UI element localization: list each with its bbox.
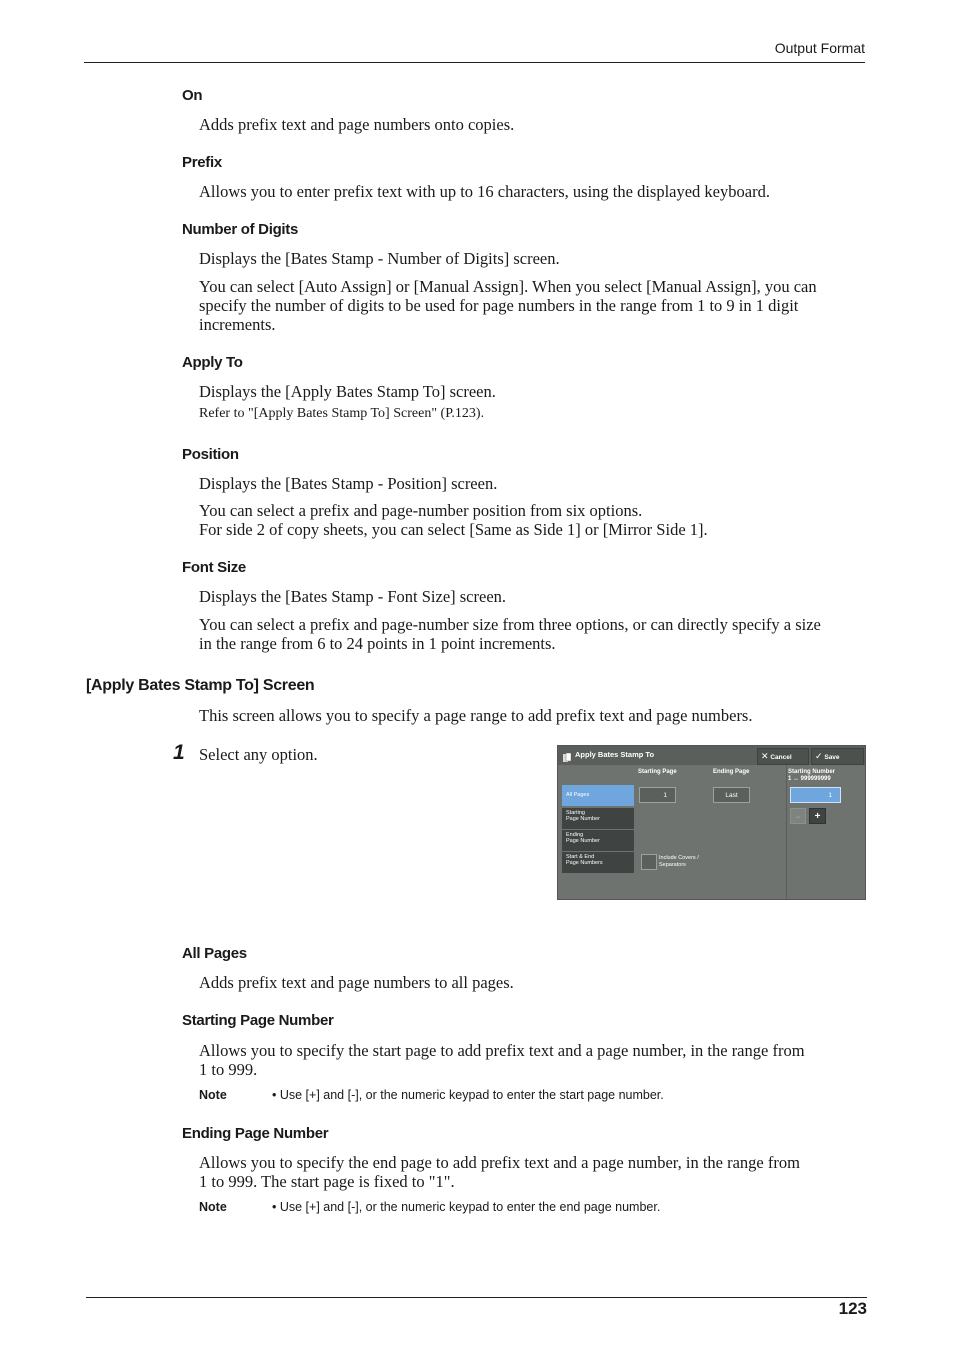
column-starting-page: Starting Page <box>638 769 677 775</box>
step-text: Select any option. <box>199 745 318 764</box>
side-label: All Pages <box>566 792 590 798</box>
check-icon: ✓ <box>815 751 823 761</box>
minus-button[interactable]: − <box>790 808 806 824</box>
side-label-2: Page Numbers <box>566 860 603 866</box>
digits-p1: Displays the [Bates Stamp - Number of Digits] screen. <box>199 249 560 268</box>
font-p1: Displays the [Bates Stamp - Font Size] screen. <box>199 587 507 606</box>
digits-p2-line3: increments. <box>199 315 276 334</box>
heading-starting-page-number: Starting Page Number <box>182 1012 334 1029</box>
heading-font-size: Font Size <box>182 559 246 576</box>
ending-note: • Use [+] and [-], or the numeric keypad to enter the end page number. <box>272 1200 661 1214</box>
starting-page-field[interactable]: 1 <box>639 787 676 803</box>
starting-note-label: Note <box>199 1088 227 1102</box>
sidebar-item-ending-page-number[interactable] <box>562 830 634 851</box>
footer-rule <box>86 1297 867 1298</box>
panel-separator <box>786 765 787 899</box>
font-p2-line2: in the range from 6 to 24 points in 1 point increments. <box>199 634 556 653</box>
copy-icon <box>563 750 571 760</box>
side-label-2: Page Number <box>566 838 600 844</box>
ending-page-field[interactable]: Last <box>713 787 750 803</box>
step-number: 1 <box>173 741 185 764</box>
ending-p1-line2: 1 to 999. The start page is fixed to "1". <box>199 1172 455 1191</box>
column-starting-number: Starting Number <box>788 769 836 775</box>
include-covers-checkbox[interactable] <box>641 854 657 870</box>
position-p2-line2: For side 2 of copy sheets, you can select [Same as Side 1] or [Mirror Side 1]. <box>199 520 708 539</box>
position-p1: Displays the [Bates Stamp - Position] screen. <box>199 474 498 493</box>
prefix-description: Allows you to enter prefix text with up to 16 characters, using the displayed keyboard. <box>199 182 770 201</box>
sidebar-item-start-end-page-numbers[interactable] <box>562 852 634 873</box>
include-covers-label-2: Separators <box>659 862 686 868</box>
heading-all-pages: All Pages <box>182 945 247 962</box>
position-p2-line1: You can select a prefix and page-number position from six options. <box>199 501 643 520</box>
page-number: 123 <box>838 1299 867 1318</box>
header-rule <box>84 62 865 63</box>
font-p2-line1: You can select a prefix and page-number size from three options, or can directly specify a size <box>199 615 821 634</box>
heading-ending-page-number: Ending Page Number <box>182 1125 329 1142</box>
close-icon: ✕ <box>761 751 769 761</box>
column-ending-page: Ending Page <box>713 769 750 775</box>
digits-p2-line2: specify the number of digits to be used for page numbers in the range from 1 to 9 in 1 digit <box>199 296 799 315</box>
heading-apply-to: Apply To <box>182 354 243 371</box>
cancel-label: Cancel <box>770 754 792 761</box>
heading-position: Position <box>182 446 239 463</box>
save-button[interactable] <box>811 748 864 765</box>
heading-number-of-digits: Number of Digits <box>182 221 299 238</box>
apply-bates-stamp-screen-image <box>557 745 866 900</box>
on-description: Adds prefix text and page numbers onto copies. <box>199 115 515 134</box>
include-covers-label: Include Covers / <box>659 855 699 861</box>
starting-number-field[interactable]: 1 <box>790 787 841 803</box>
side-label: Starting <box>566 810 585 816</box>
apply-p1: Displays the [Apply Bates Stamp To] screen. <box>199 382 496 401</box>
starting-note: • Use [+] and [-], or the numeric keypad to enter the start page number. <box>272 1088 664 1102</box>
apply-reference-link[interactable]: Refer to "[Apply Bates Stamp To] Screen" (P.123). <box>199 406 485 421</box>
panel-title: Apply Bates Stamp To <box>575 750 655 759</box>
sidebar-item-all-pages[interactable] <box>562 785 634 806</box>
ending-p1-line1: Allows you to specify the end page to add prefix text and a page number, in the range from <box>199 1153 800 1172</box>
starting-p1-line1: Allows you to specify the start page to add prefix text and a page number, in the range from <box>199 1041 805 1060</box>
heading-apply-bates-stamp-screen: [Apply Bates Stamp To] Screen <box>86 677 315 694</box>
ending-note-label: Note <box>199 1200 227 1214</box>
all-pages-p1: Adds prefix text and page numbers to all pages. <box>199 973 514 992</box>
running-header: Output Format <box>774 40 865 56</box>
plus-button[interactable]: + <box>809 808 826 824</box>
sidebar-item-starting-page-number[interactable] <box>562 808 634 829</box>
digits-p2-line1: You can select [Auto Assign] or [Manual Assign]. When you select [Manual Assign], you can <box>199 277 817 296</box>
side-label-2: Page Number <box>566 816 600 822</box>
save-label: Save <box>824 754 840 761</box>
side-label: Start & End <box>566 854 595 860</box>
starting-p1-line2: 1 to 999. <box>199 1060 258 1079</box>
heading-prefix: Prefix <box>182 154 222 171</box>
column-number-range: 1 ↔ 999999999 <box>788 776 831 782</box>
screen-intro: This screen allows you to specify a page range to add prefix text and page numbers. <box>199 706 753 725</box>
cancel-button[interactable] <box>757 748 809 765</box>
side-label: Ending <box>566 832 584 838</box>
heading-on: On <box>182 87 203 104</box>
